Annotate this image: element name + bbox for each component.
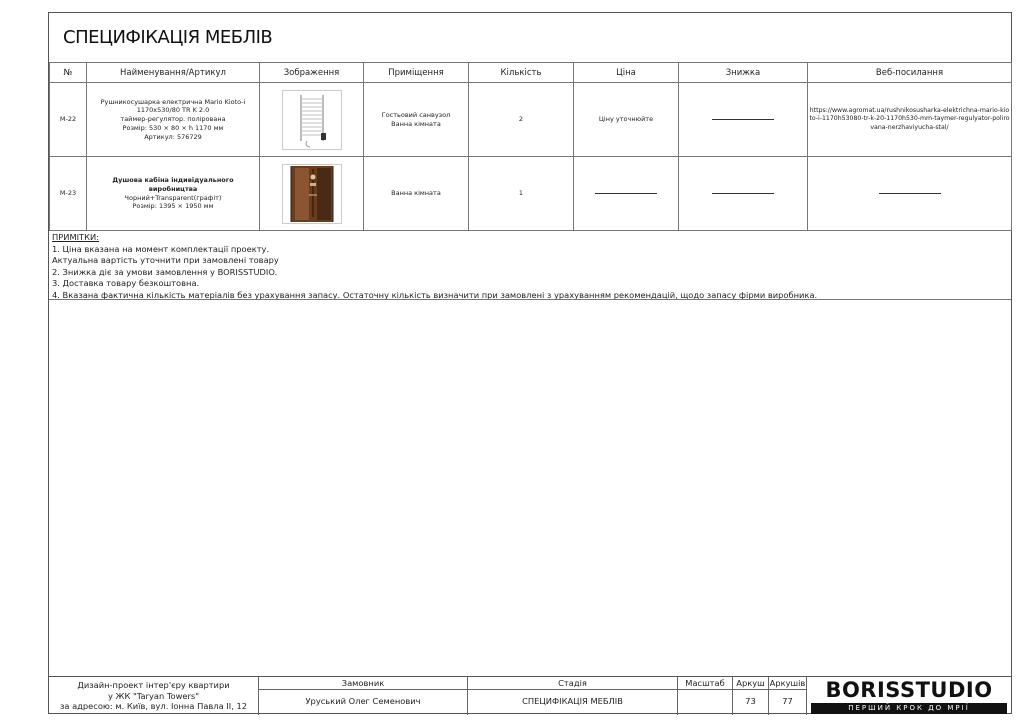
row-name [87,83,260,157]
note-line: 3. Доставка товару безкоштовна. [52,278,200,289]
client-value: Уруський Олег Семенович [305,696,421,706]
sheet-cell [733,677,769,715]
header-room: Приміщення [364,63,469,83]
stage-label: Стадія [558,678,587,688]
row-link [808,157,1012,231]
room-line: Гостьовий санвузол [381,110,451,119]
row-room [364,83,469,157]
room-line: Ванна кімната [391,119,441,128]
notes-block [49,229,1011,299]
empty-dash [879,193,941,194]
note-line: 1. Ціна вказана на момент комплектації проекту. [52,243,270,254]
name-line: Рушникосушарка електрична Mario Kioto-i [100,97,246,106]
shower-cabin-image [282,164,342,224]
product-link[interactable]: https://www.agromat.ua/rushnikosusharka-elektrichna-mario-kioto-i-1170h53080-tr-k-20-1170h530-mm-taymer-regulyator-polirovana-nerzhaviyucha-stal/ [809,106,1010,131]
room-line: Ванна кімната [391,189,441,198]
header-discount: Знижка [679,63,808,83]
brand-name: BORISSTUDIO [825,678,993,702]
name-line: Артикул: 576729 [144,132,202,141]
name-line: таймер-регулятор. полірована [120,115,226,124]
header-num: № [50,63,87,83]
header-price: Ціна [574,63,679,83]
title-block [49,676,1011,715]
header-image: Зображення [260,63,364,83]
row-link[interactable] [808,83,1012,157]
divider [259,689,807,690]
name-line: Розмір: 1395 × 1950 мм [132,202,214,211]
name-line: Розмір: 530 × 80 × h 1170 мм [122,123,224,132]
spec-table [49,62,1012,231]
header-name: Найменування/Артикул [87,63,260,83]
notes-heading: ПРИМІТКИ: [52,232,100,242]
project-line: Дизайн-проект інтер'єру квартири [77,680,230,690]
stage-value: СПЕЦИФІКАЦІЯ МЕБЛІВ [522,696,623,706]
project-line: за адресою: м. Київ, вул. Іонна Павла II, 12 [59,701,248,711]
scale-label: Масштаб [685,678,725,688]
row-qty: 1 [469,157,574,231]
project-info [49,677,259,715]
note-line: Актуальна вартість уточнити при замовлені товару [52,255,279,266]
sheets-cell [769,677,807,715]
name-line: Чорний+Transparent(графіт) [124,193,222,202]
project-line: у ЖК "Taryan Towers" [107,690,200,701]
header-qty: Кількість [469,63,574,83]
row-num: М-22 [50,83,87,157]
client-cell [259,677,468,715]
row-image [260,83,364,157]
towel-radiator-image [282,90,342,150]
sheet-label: Аркуш [736,678,765,688]
name-line: 1170x530/80 TR K 2.0 [136,106,210,115]
row-discount [679,83,808,157]
empty-dash [712,193,774,194]
row-qty: 2 [469,83,574,157]
sheet-value: 73 [745,696,756,706]
row-discount [679,157,808,231]
table-header-row [50,63,1012,83]
table-row [50,83,1012,157]
stage-cell [468,677,678,715]
brand-logo [807,677,1011,715]
header-link: Веб-посилання [808,63,1012,83]
row-num: М-23 [50,157,87,231]
drawing-sheet [48,12,1012,714]
sheets-label: Аркушів [769,678,806,688]
note-line: 2. Знижка діє за умови замовлення у BORISSTUDIO. [52,266,278,277]
row-name [87,157,260,231]
table-row [50,157,1012,231]
brand-tagline: ПЕРШИЙ КРОК ДО МРІЇ [811,703,1007,714]
empty-dash [712,119,774,120]
row-price [574,157,679,231]
row-room [364,157,469,231]
sheets-value: 77 [782,696,793,706]
name-line: Душова кабіна індивідуального виробництва [112,175,234,193]
row-image [260,157,364,231]
empty-dash [595,193,657,194]
row-price: Ціну уточнюйте [574,83,679,157]
page-title: СПЕЦИФІКАЦІЯ МЕБЛІВ [63,27,273,48]
scale-cell [678,677,733,715]
note-line: 4. Вказана фактична кількість матеріалів без урахування запасу. Остаточну кількість визначити при замовлені з урахуванням рекомендацій, щодо запасу фірми виробника. [52,289,818,300]
client-label: Замовник [341,678,385,688]
divider [49,299,1011,300]
